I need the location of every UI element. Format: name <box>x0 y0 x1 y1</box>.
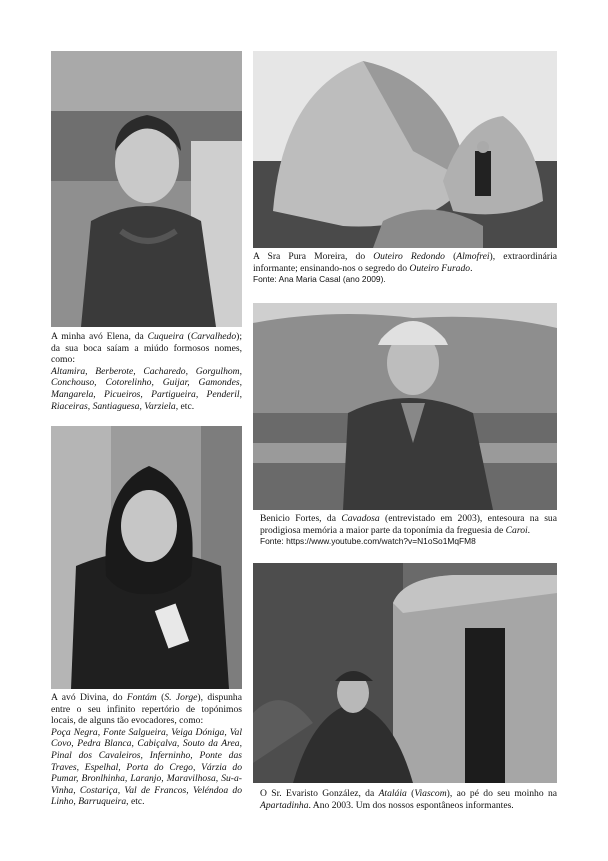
caption-pura <box>253 251 557 285</box>
caption-elena-text: A minha avó Elena, da Cuqueira (Carvalhedo); da sua boca saíam a miúdo formosos nomes, como: <box>51 331 243 366</box>
photo-benicio <box>253 303 557 510</box>
source-benicio: Fonte: https://www.youtube.com/watch?v=N1oSo1MqFM8 <box>260 536 476 547</box>
photo-elena <box>51 51 242 327</box>
caption-elena <box>51 331 242 412</box>
caption-benicio <box>260 513 557 547</box>
caption-pura-text: A Sra Pura Moreira, do Outeiro Redondo (Almofrei), extraordinária informante; ensinando-nos o segredo do Outeiro Furado. <box>253 251 558 274</box>
toponym-list-elena: Altamira, Berberote, Cacharedo, Gorgulhom, Conchouso, Cotorelinho, Guijar, Gamondes, Mangarela, Picueiros, Partigueira, Penderil, Riaceiras, Santiaguesa, Varziela, etc. <box>51 365 242 412</box>
caption-divina-text: A avó Divina, do Fontám (S. Jorge), dispunha entre o seu infinito repertório de topónimos locais, de alguns tão evocadores, como: <box>51 692 242 727</box>
photo-divina <box>51 426 242 689</box>
caption-benicio-text: Benicio Fortes, da Cavadosa (entrevistado em 2003), entesoura na sua prodigiosa memória a maior parte da toponímia da freguesia de Caroi. <box>260 513 557 536</box>
caption-evaristo <box>260 788 557 811</box>
caption-divina <box>51 692 242 808</box>
photo-pura <box>253 51 557 248</box>
source-pura: Fonte: Ana Maria Casal (ano 2009). <box>253 274 386 285</box>
photo-evaristo <box>253 563 557 783</box>
toponym-list-divina: Poça Negra, Fonte Salgueira, Veiga Dóniga, Val Covo, Pedra Blanca, Cabiçalva, Souto da Area, Pinal dos Cavaleiros, Inferninho, Ponte das Traves, Espelhal, Porta do Crego, Várzia do Pumar, Bronlhinha, Laranjo, Maravilhosa, Su-a-Vinha, Costariça, Val de Francos, Veléndoa do Linho, Barruqueira, etc. <box>51 726 242 808</box>
caption-evaristo-text: O Sr. Evaristo González, da Ataláia (Viascom), ao pé do seu moinho na Apartadinha. Ano 2003. Um dos nossos espontâneos informantes. <box>260 788 558 811</box>
